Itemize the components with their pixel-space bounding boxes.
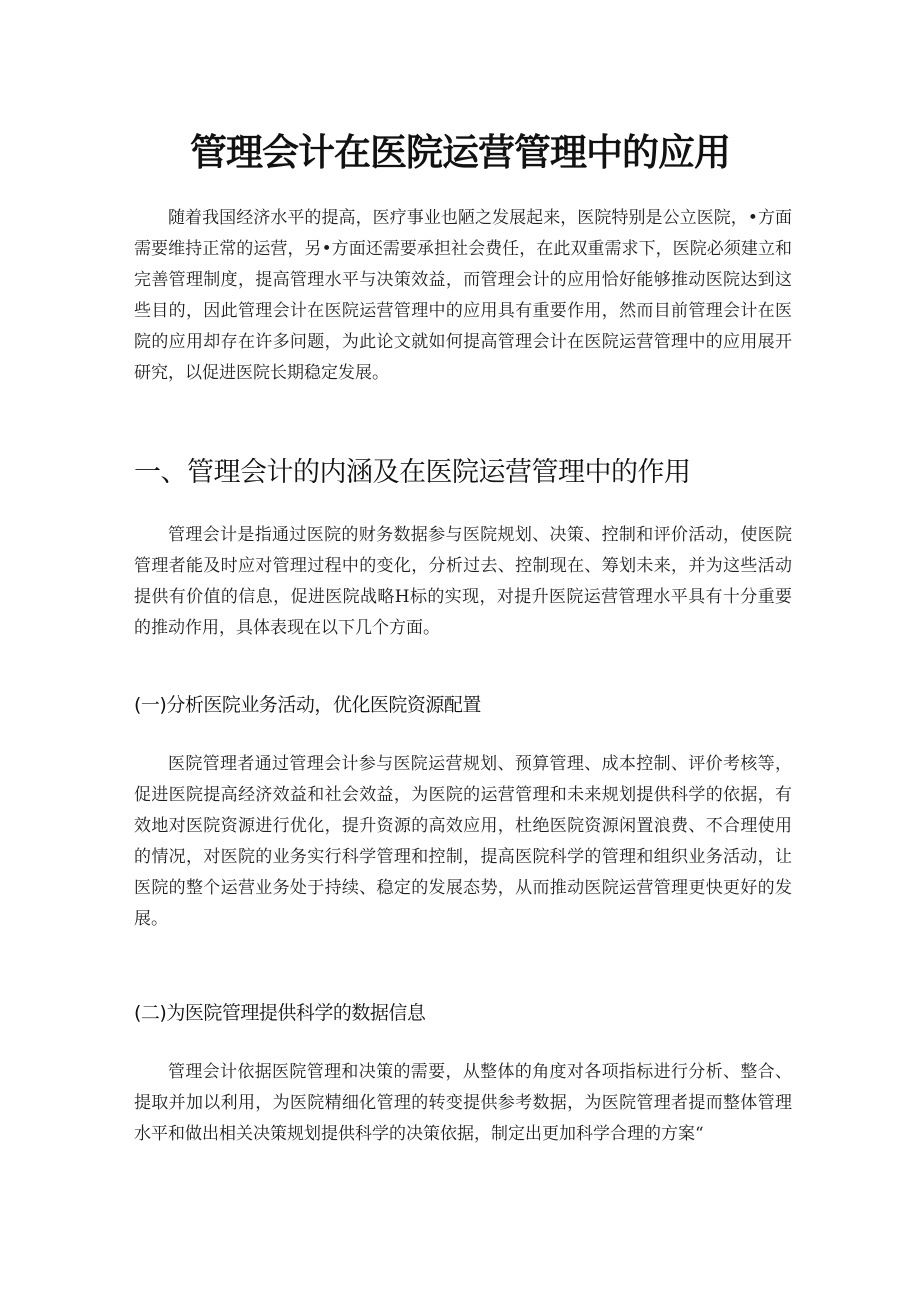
section-1-paragraph: 管理会计是指通过医院的财务数据参与医院规划、决策、控制和评价活动，使医院管理者能及时应对管理过程中的变化，分析过去、控制现在、筹划未来，并为这些活动提供有价值的信息，促进医院战略H标的实现，对提升医院运营管理水平具有十分重要的推动作用，具体表现在以下几个方面。 [134,525,792,638]
subsection-2-heading: (二)为医院管理提供科学的数据信息 [134,1002,426,1024]
document-title: 管理会计在医院运营管理中的应用 [190,131,730,174]
subsection-2-paragraph: 管理会计依据医院管理和决策的需要，从整体的角度对各项指标进行分析、整合、提取并加以利用，为医院精细化管理的转变提供参考数据，为医院管理者提而整体管理水平和做出相关决策规划提供科学的决策依据，制定出更加科学合理的方案“ [134,1062,792,1144]
section-1-heading: 一、管理会计的内涵及在医院运营管理中的作用 [134,457,691,488]
subsection-1-paragraph: 医院管理者通过管理会计参与医院运营规划、预算管理、成本控制、评价考核等，促进医院提高经济效益和社会效益，为医院的运营管理和未来规划提供科学的依据，有效地对医院资源进行优化，提升资源的高效应用，杜绝医院资源闲置浪费、不合理使用的情况，对医院的业务实行科学管理和控制，提高医院科学的管理和组织业务活动，让医院的整个运营业务处于持续、稳定的发展态势，从而推动医院运营管理更快更好的发展。 [134,754,792,929]
intro-paragraph: 随着我国经济水平的提高，医疗事业也陋之发展起来，医院特别是公立医院，•方面需要维持正常的运营，另•方面还需要承担社会费任，在此双重需求下，医院必须建立和完善管理制度，提高管理水平与决策效益，而管理会计的应用恰好能够推动医院达到这些目的，因此管理会计在医院运营管理中的应用具有重要作用，然而目前管理会计在医院的应用却存在许多问题，为此论文就如何提高管理会计在医院运营管理中的应用展开研究，以促进医院长期稳定发展。 [134,208,792,383]
subsection-1-heading: (一)分析医院业务活动，优化医院资源配置 [134,694,481,716]
